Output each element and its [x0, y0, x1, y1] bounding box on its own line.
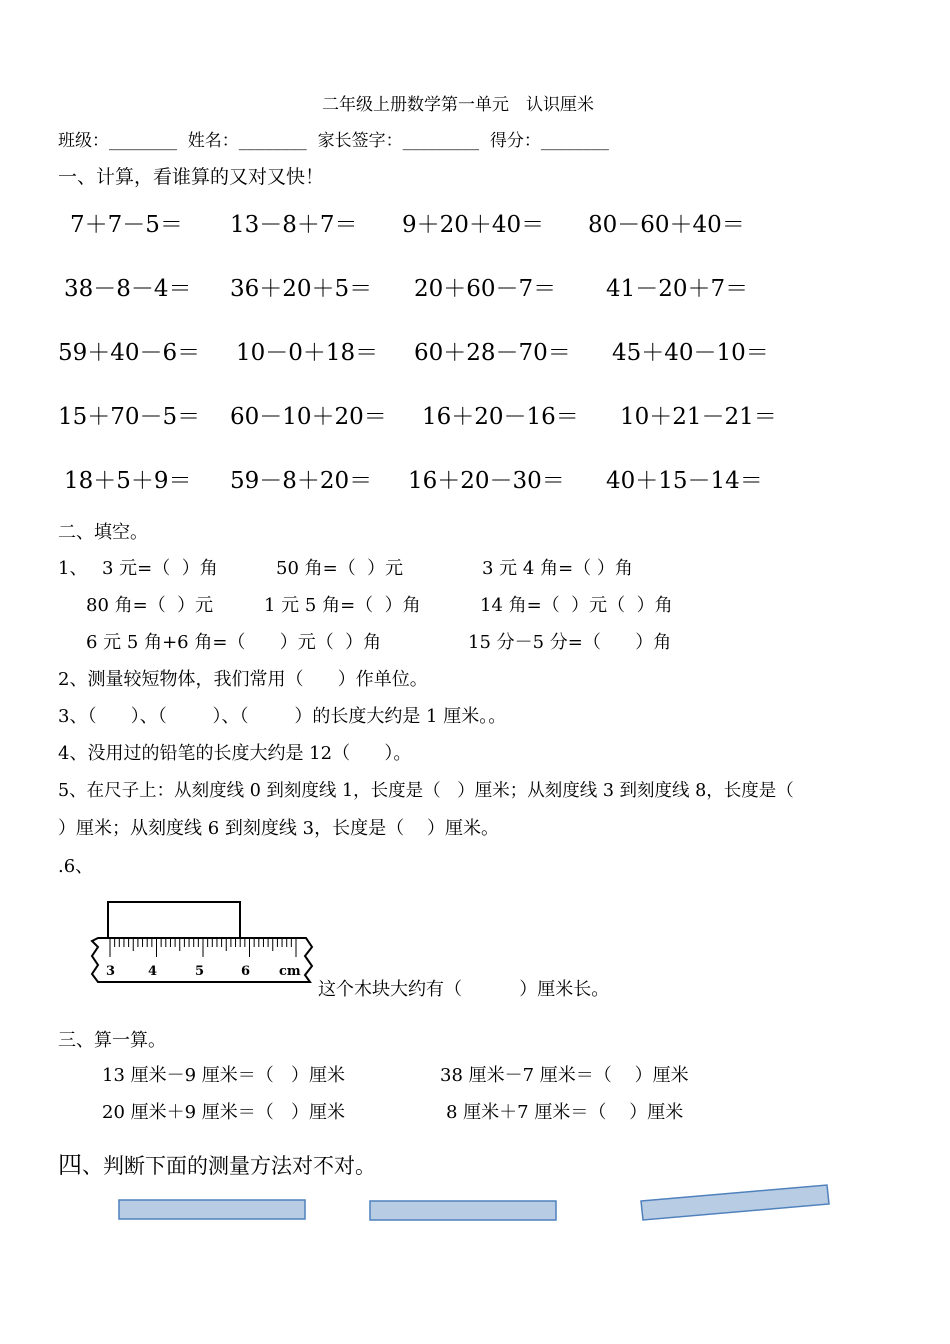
student-info-line: 班级：________ 姓名：________ 家长签字：_________ 得分：________: [58, 131, 609, 151]
calc-problem: 80－60＋40＝: [588, 212, 745, 238]
ruler-label: 6: [241, 964, 251, 979]
section4-number: 四: [58, 1151, 82, 1179]
section3-heading: 三、算一算。: [58, 1030, 166, 1051]
fill-blank-item: 14 角=（ ）元（ ）角: [480, 595, 673, 616]
section1-heading: 一、计算，看谁算的又对又快！: [58, 166, 325, 188]
calc-problem: 16＋20－30＝: [408, 468, 565, 494]
calc-problem: 13－8＋7＝: [230, 212, 358, 238]
measurement-bars-figure: [0, 1180, 950, 1230]
page-title: 二年级上册数学第一单元 认识厘米: [322, 95, 594, 115]
cm-calc-item: 38 厘米－7 厘米＝（ ）厘米: [440, 1065, 689, 1086]
fill-blank-item: 15 分－5 分=（ ）角: [468, 632, 672, 653]
cm-calc-item: 8 厘米＋7 厘米＝（ ）厘米: [446, 1102, 684, 1123]
measured-bar-1: [119, 1200, 305, 1219]
wooden-block: [108, 902, 240, 938]
calc-problem: 15＋70－5＝: [58, 404, 201, 430]
calc-problem: 36＋20＋5＝: [230, 276, 373, 302]
fill-blank-item: 80 角=（ ）元: [86, 595, 214, 616]
calc-problem: 7＋7－5＝: [70, 212, 183, 238]
question-4: 4、没用过的铅笔的长度大约是 12（ ）。: [58, 743, 412, 764]
fill-blank-item: 3 元 4 角=（ ）角: [482, 558, 633, 579]
calc-problem: 10＋21－21＝: [620, 404, 777, 430]
cm-calc-item: 13 厘米－9 厘米＝（ ）厘米: [102, 1065, 345, 1086]
question-2: 2、测量较短物体，我们常用（ ）作单位。: [58, 669, 428, 690]
calc-problem: 60＋28－70＝: [414, 340, 571, 366]
calc-problem: 60－10＋20＝: [230, 404, 387, 430]
calc-problem: 9＋20＋40＝: [402, 212, 545, 238]
ruler-unit-label: cm: [279, 964, 301, 979]
section4-heading: [58, 1153, 376, 1177]
measured-bar-3-tilted: [641, 1185, 829, 1220]
calc-problem: 20＋60－7＝: [414, 276, 557, 302]
measured-bar-2: [370, 1201, 556, 1220]
question-6-text: 这个木块大约有（ ）厘米长。: [318, 979, 610, 1000]
calc-problem: 10－0＋18＝: [236, 340, 379, 366]
fill-blank-item: 6 元 5 角+6 角=（ ）元（ ）角: [86, 632, 382, 653]
ruler-label: 3: [106, 964, 116, 979]
cm-calc-item: 20 厘米＋9 厘米＝（ ）厘米: [102, 1102, 345, 1123]
question-6-prefix: .6、: [58, 856, 94, 877]
question-5-line1: 5、在尺子上：从刻度线 0 到刻度线 1，长度是（ ）厘米；从刻度线 3 到刻度线 8，长度是（: [58, 781, 794, 801]
question-3: 3、（ ）、（ ）、（ ）的长度大约是 1 厘米。。: [58, 706, 507, 727]
ruler-label: 4: [148, 964, 158, 979]
section4-heading-text: 、判断下面的测量方法对不对。: [82, 1154, 376, 1178]
calc-problem: 41－20＋7＝: [606, 276, 749, 302]
calc-problem: 45＋40－10＝: [612, 340, 769, 366]
calc-problem: 59－8＋20＝: [230, 468, 373, 494]
calc-problem: 40＋15－14＝: [606, 468, 763, 494]
fill-blank-item: 1 元 5 角=（ ）角: [264, 595, 421, 616]
calc-problem: 59＋40－6＝: [58, 340, 201, 366]
ruler-with-block-figure: [86, 895, 322, 995]
ruler-label: 5: [195, 964, 205, 979]
fill-blank-item: 3 元=（ ）角: [102, 558, 218, 579]
section2-heading: 二、填空。: [58, 522, 148, 543]
calc-problem: 38－8－4＝: [64, 276, 192, 302]
q1-prefix: 1、: [58, 558, 88, 579]
question-5-line2: ）厘米；从刻度线 6 到刻度线 3，长度是（ ）厘米。: [58, 818, 499, 839]
calc-problem: 16＋20－16＝: [422, 404, 579, 430]
calc-problem: 18＋5＋9＝: [64, 468, 192, 494]
fill-blank-item: 50 角=（ ）元: [276, 558, 404, 579]
